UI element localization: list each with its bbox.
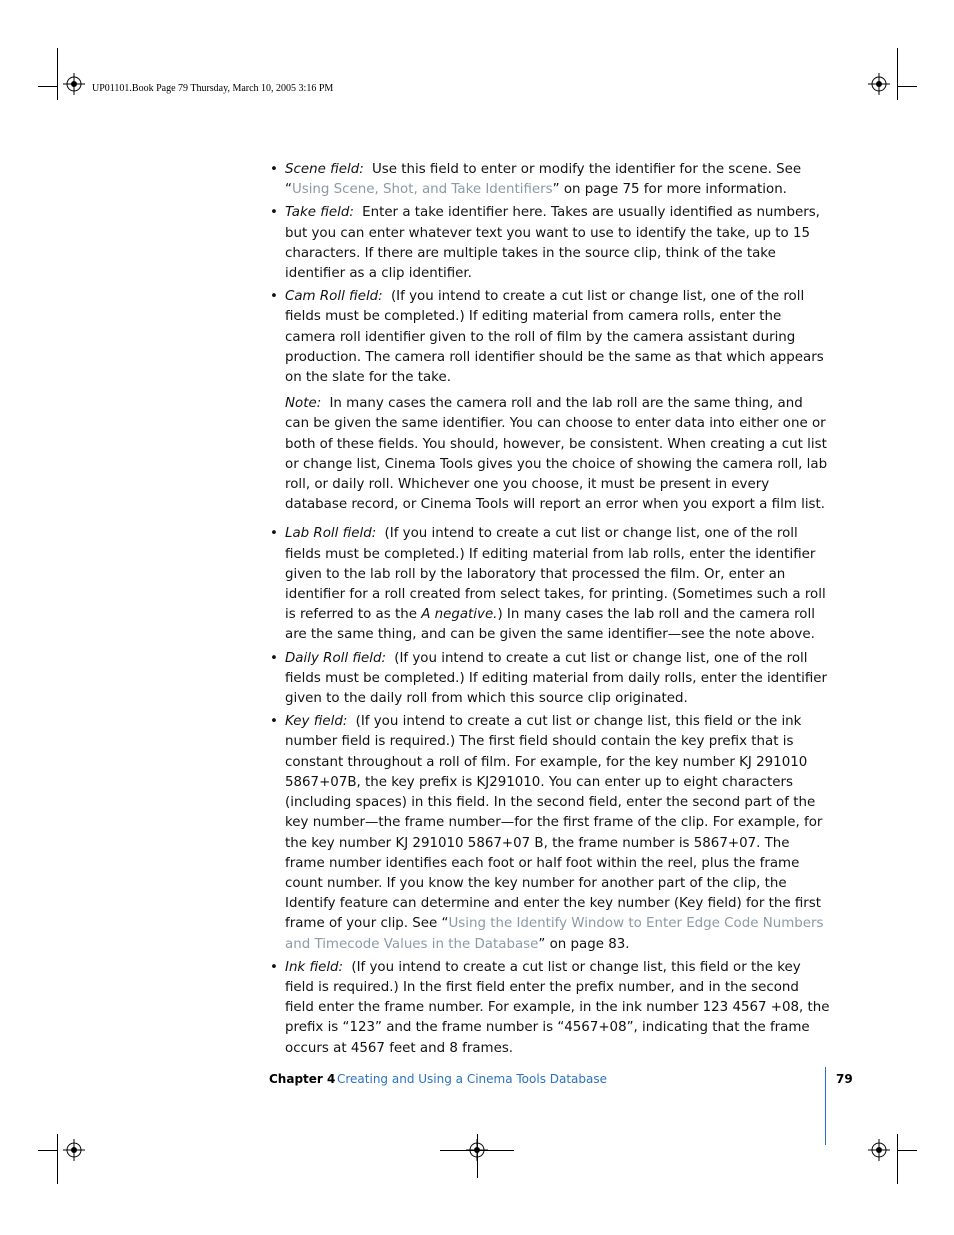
registration-mark-icon [868,1139,890,1161]
registration-mark-icon [63,73,85,95]
registration-mark-icon [63,1139,85,1161]
crop-mark-bottom-right-vertical [897,1134,898,1184]
item-lead: Take field: [285,205,354,221]
bullet-icon: • [270,959,278,975]
item-text: (If you intend to create a cut list or change list, one of the roll fields must be completed.) If editing material from lab rolls, enter the identifier given to the lab roll by the laboratory that processed the film. Or, enter an identifier for a roll created from select takes, for printing. (Sometimes such a roll is referred to as the [285,526,826,623]
item-text: ” on page 83. [538,936,630,952]
bullet-icon: • [270,205,278,221]
list-item-ink-field [270,958,830,1059]
chapter-label: Chapter 4 [269,1072,336,1086]
crop-mark-bottom-right-horizontal [897,1150,917,1151]
item-text: ” on page 75 for more information. [552,182,787,198]
note-block [270,394,830,515]
crop-mark-bottom-left-horizontal [38,1150,58,1151]
cross-reference-link[interactable]: Using the Identify Window to Enter Edge Code Numbers and Timecode Values in the Database [285,916,824,952]
main-content [270,160,830,1062]
cross-reference-link[interactable]: Using Scene, Shot, and Take Identifiers [291,182,553,198]
item-italic-text: A negative. [421,607,498,623]
item-lead: Ink field: [285,959,344,975]
item-text: (If you intend to create a cut list or change list, this field or the ink number field is required.) The first field should contain the key prefix that is constant throughout a roll of film. For example, for the key number KJ 291010 5867+07B, the key prefix is KJ291010. You can enter up to eight characters (including spaces) in this field. In the second field, enter the second part of the key number—the frame number—for the first frame of the clip. For example, for the key number KJ 291010 5867+07 B, the frame number is 5867+07. The frame number identifies each foot or half foot within the reel, plus the frame count number. If you know the key number for another part of the clip, the Identify feature can determine and enter the key number (Key field) for the first frame of your clip. See “ [285,714,823,932]
bullet-icon: • [270,289,278,305]
registration-mark-icon [868,73,890,95]
list-item-take-field [270,203,830,284]
item-text: (If you intend to create a cut list or change list, one of the roll fields must be completed.) If editing material from daily rolls, enter the identifier given to the daily roll from which this source clip originated. [285,650,828,707]
print-slug: UP01101.Book Page 79 Thursday, March 10, 2005 3:16 PM [92,83,334,94]
chapter-title-link[interactable]: Creating and Using a Cinema Tools Database [337,1072,608,1086]
item-lead: Daily Roll field: [285,650,386,666]
crop-mark-bottom-left-vertical [57,1134,58,1184]
crop-mark-bottom-center-vertical [477,1134,478,1178]
list-item-lab-roll-field [270,524,830,645]
item-text: (If you intend to create a cut list or change list, this field or the key field is required.) In the first field enter the prefix number, and in the second field enter the frame number. For example, in the ink number 123 4567 +08, the prefix is “123” and the frame number is “4567+08”, indicating that the frame occurs at 4567 feet and 8 frames. [285,959,830,1056]
item-text: (If you intend to create a cut list or change list, one of the roll fields must be completed.) If editing material from camera rolls, enter the camera roll identifier given to the roll of film by the camera assistant during production. The camera roll identifier should be the same as that which appears on the slate for the take. [285,289,824,386]
note-text: In many cases the camera roll and the lab roll are the same thing, and can be given the same identifier. You can choose to enter data into either one or both of these fields. You should, however, be consistent. When creating a cut list or change list, Cinema Tools gives you the choice of showing the camera roll, lab roll, or daily roll. Whichever one you choose, it must be present in every database record, or Cinema Tools will report an error when you export a film list. [285,396,828,513]
note-label: Note: [285,396,322,412]
item-lead: Key field: [285,714,348,730]
list-item-scene-field [270,160,830,200]
bullet-icon: • [270,162,278,177]
page-number: 79 [836,1072,853,1086]
list-item-key-field [270,712,830,954]
item-lead: Scene field: [285,162,364,177]
item-lead: Lab Roll field: [285,526,377,542]
bullet-icon: • [270,714,278,730]
item-text: ) In many cases the lab roll and the camera roll are the same thing, and can be given the same identifier—see the note above. [285,607,815,643]
crop-mark-top-right-horizontal [897,86,917,87]
item-text: Use this field to enter or modify the identifier for the scene. See “ [285,162,802,198]
item-text: Enter a take identifier here. Takes are usually identified as numbers, but you can enter whatever text you want to use to identify the take, up to 15 characters. If there are multiple takes in the source clip, think of the take identifier as a clip identifier. [285,205,820,282]
footer-divider [825,1067,826,1145]
crop-mark-top-left-horizontal [38,86,58,87]
crop-mark-top-right-vertical [897,48,898,100]
crop-mark-top-left-vertical [57,48,58,100]
list-item-cam-roll-field [270,287,830,388]
bullet-icon: • [270,526,278,542]
item-lead: Cam Roll field: [285,289,383,305]
list-item-daily-roll-field [270,649,830,710]
bullet-icon: • [270,650,278,666]
